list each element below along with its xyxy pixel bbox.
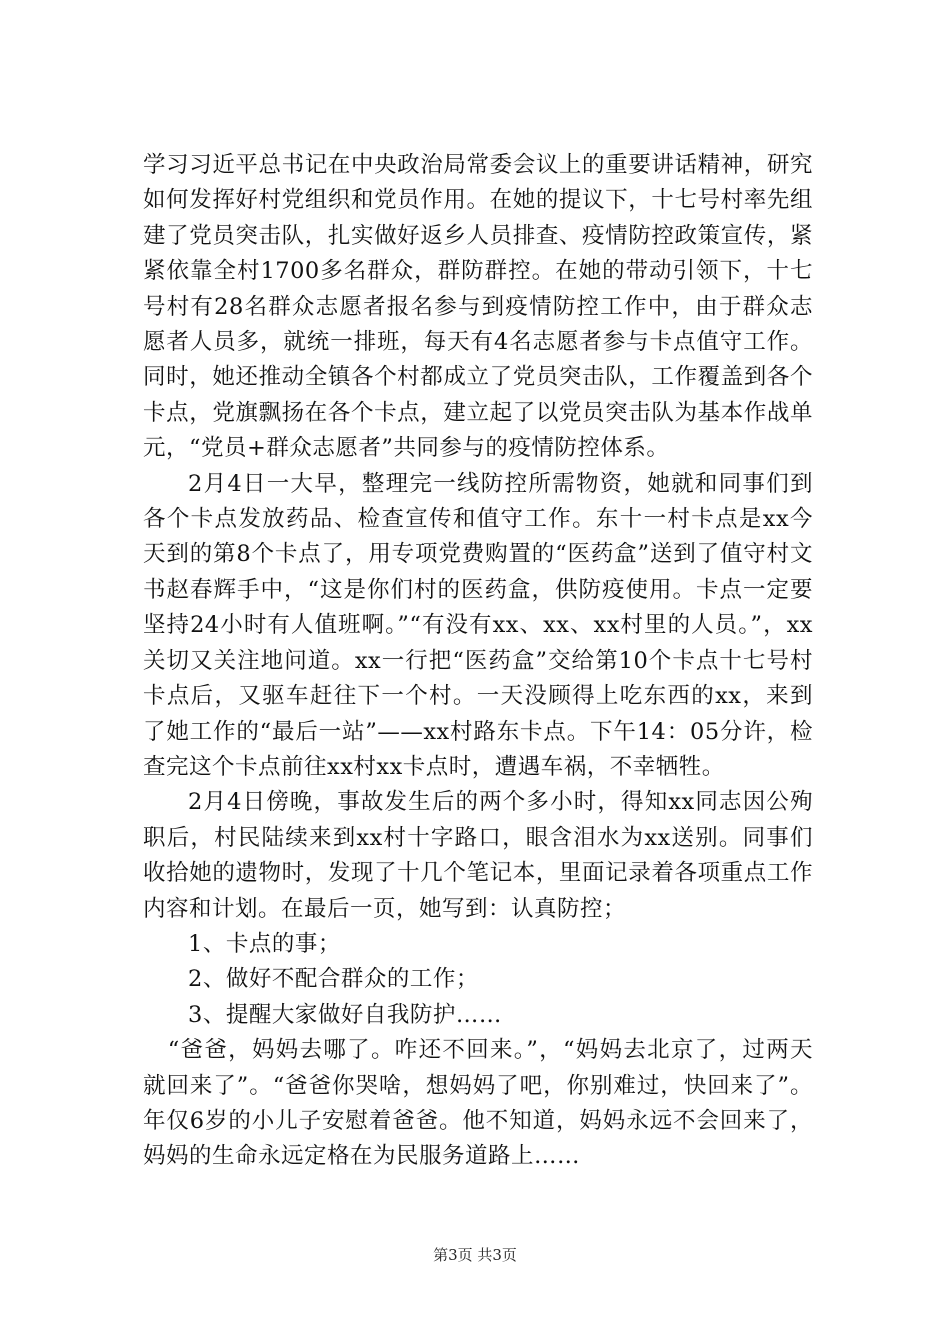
list-item-3: 3、提醒大家做好自我防护…… — [188, 1001, 502, 1028]
paragraph-1: 学习习近平总书记在中央政治局常委会议上的重要讲话精神，研究如何发挥好村党组织和党员作用。在她的提议下，十七号村率先组建了党员突击队，扎实做好返乡人员排查、疫情防控政策宣传，紧紧依靠全村1700多名群众，群防群控。在她的带动引领下，十七号村有28名群众志愿者报名参与到疫情防控工作中，由于群众志愿者人员多，就统一排班，每天有4名志愿者参与卡点值守工作。同时，她还推动全镇各个村都成立了党员突击队，工作覆盖到各个卡点，党旗飘扬在各个卡点，建立起了以党员突击队为基本作战单元，“党员+群众志愿者”共同参与的疫情防控体系。 — [143, 152, 813, 462]
list-item-2: 2、做好不配合群众的工作； — [188, 966, 479, 993]
page-number-footer: 第3页 共3页 — [433, 1246, 517, 1264]
paragraph-3: 2月4日傍晚，事故发生后的两个多小时，得知xx同志因公殉职后，村民陆续来到xx村十字路口，眼含泪水为xx送别。同事们收拾她的遗物时，发现了十几个笔记本，里面记录着各项重点工作内容和计划。在最后一页，她写到：认真防控； — [143, 789, 813, 922]
document-body — [143, 148, 813, 1175]
paragraph-2: 2月4日一大早，整理完一线防控所需物资，她就和同事们到各个卡点发放药品、检查宣传和值守工作。东十一村卡点是xx今天到的第8个卡点了，用专项党费购置的“医药盒”送到了值守村文书赵春辉手中，“这是你们村的医药盒，供防疫使用。卡点一定要坚持24小时有人值班啊。”“有没有xx、xx、xx村里的人员。”，xx关切又关注地问道。xx一行把“医药盒”交给第10个卡点十七号村卡点后，又驱车赶往下一个村。一天没顾得上吃东西的xx，来到了她工作的“最后一站”——xx村路东卡点。下午14：05分许，检查完这个卡点前往xx村xx卡点时，遭遇车祸，不幸牺牲。 — [143, 470, 813, 780]
list-item-1: 1、卡点的事； — [188, 930, 341, 957]
paragraph-4: “爸爸，妈妈去哪了。咋还不回来。”，“妈妈去北京了，过两天就回来了”。“爸爸你哭啥，想妈妈了吧，你别难过，快回来了”。年仅6岁的小儿子安慰着爸爸。他不知道，妈妈永远不会回来了，妈妈的生命永远定格在为民服务道路上…… — [143, 1037, 813, 1170]
